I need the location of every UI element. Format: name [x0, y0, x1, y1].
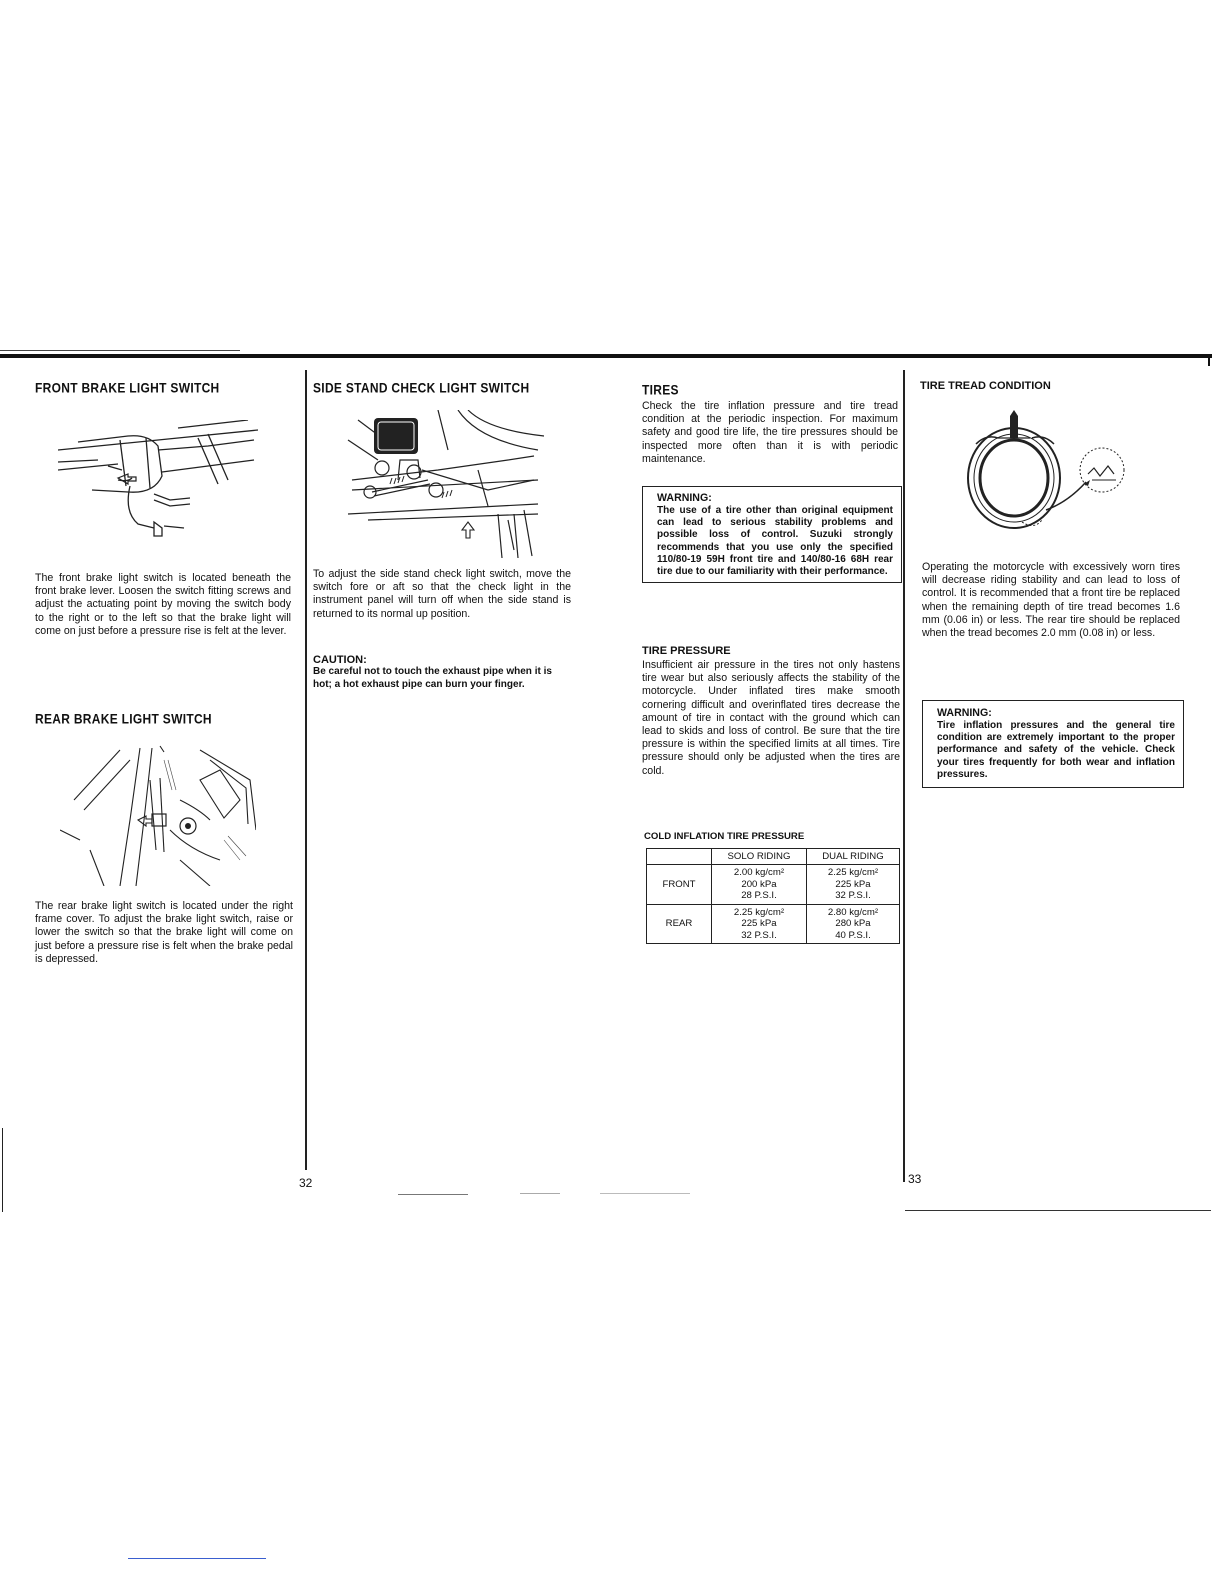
top-thin-rule: [0, 350, 240, 351]
table-row: [647, 904, 900, 944]
front-brake-section: [35, 380, 291, 394]
cell-line: 200 kPa: [741, 878, 777, 890]
row-label-rear: REAR: [647, 904, 712, 944]
tire-pressure-section: [642, 645, 900, 658]
cold-inflation-table: [646, 848, 900, 944]
blue-underline-mark: [128, 1558, 266, 1559]
tires-warning-title: WARNING:: [657, 492, 712, 504]
top-rule: [0, 354, 1212, 358]
tread-warning-box: [922, 700, 1184, 788]
column-divider-3: [903, 370, 905, 1182]
table-row: [647, 865, 900, 905]
tire-pressure-title: TIRE PRESSURE: [642, 645, 731, 657]
tire-tread-illustration: [962, 410, 1132, 540]
tread-title: TIRE TREAD CONDITION: [920, 380, 1051, 392]
row-label-front: FRONT: [647, 865, 712, 905]
table-header-cell: [647, 849, 712, 865]
scan-speck: [600, 1193, 690, 1194]
cell-line: 2.80 kg/cm²: [827, 906, 879, 918]
table-header-cell: DUAL RIDING: [806, 849, 899, 865]
rear-brake-title: REAR BRAKE LIGHT SWITCH: [35, 711, 212, 727]
cell-line: 40 P.S.I.: [835, 929, 871, 941]
tires-section: [642, 382, 900, 396]
table-cell: [712, 904, 807, 944]
cell-line: 225 kPa: [835, 878, 871, 890]
tires-body: Check the tire inflation pressure and tire tread condition at the periodic inspection. For maximum safety and good tire life, the tire pressures should be inspected more often than it is with periodic maintenance.: [642, 400, 898, 465]
column-divider-1: [305, 370, 307, 1170]
cell-line: 225 kPa: [741, 918, 777, 929]
front-brake-title: FRONT BRAKE LIGHT SWITCH: [35, 380, 220, 396]
bottom-rule: [905, 1210, 1211, 1211]
rear-brake-body: The rear brake light switch is located under the right frame cover. To adjust the brake light switch, raise or lower the switch so that the brake light will come on just before a pressure rise is felt when the brake pedal is depressed.: [35, 900, 293, 965]
cold-table-title: COLD INFLATION TIRE PRESSURE: [644, 831, 805, 842]
caution-title: CAUTION:: [313, 654, 367, 666]
side-stand-section: [313, 380, 571, 394]
tire-pressure-body: Insufficient air pressure in the tires not only hastens tire wear but also seriously affects the stability of the motorcycle. Under inflated tires make smooth cornering difficult and overinflated tires decrease the amount of tire in contact with the ground which can lead to skids and loss of control. Be sure that the tire pressure is within the specified limits at all times. Tire pressure should only be adjusted when the tires are cold.: [642, 659, 900, 777]
page-number-33: 33: [908, 1172, 922, 1186]
left-edge-mark: [2, 1128, 3, 1212]
right-edge-mark: [1208, 354, 1210, 366]
cell-line: 32 P.S.I.: [741, 929, 777, 941]
side-stand-body: To adjust the side stand check light switch, move the switch fore or aft so that the check light in the instrument panel will turn off when the side stand is returned to its normal up position.: [313, 568, 571, 620]
scan-speck: [398, 1194, 468, 1195]
rear-brake-section: [35, 711, 291, 725]
cell-line: 2.25 kg/cm²: [733, 906, 785, 918]
rear-brake-switch-illustration: [60, 740, 256, 886]
table-header-row: [647, 849, 900, 865]
caution-block: [313, 654, 573, 691]
cell-line: 2.25 kg/cm²: [827, 867, 879, 878]
caution-text: Be careful not to touch the exhaust pipe when it is hot; a hot exhaust pipe can burn your finger.: [313, 666, 552, 690]
table-cell: [806, 904, 899, 944]
table-header-cell: SOLO RIDING: [712, 849, 807, 865]
cell-line: 2.00 kg/cm²: [733, 867, 785, 878]
tires-warning-box: [642, 486, 902, 583]
cell-line: 28 P.S.I.: [741, 890, 777, 901]
cell-line: 32 P.S.I.: [835, 890, 871, 901]
tread-warning-text: Tire inflation pressures and the general tire condition are extremely important to the proper performance and safety of the vehicle. Check your tires frequently for both wear and inflation pressures.: [937, 720, 1175, 780]
front-brake-body: The front brake light switch is located beneath the front brake lever. Loosen the switch fitting screws and adjust the actuating point by moving the switch body to the right or to the left so that the brake light will come on just before a pressure rise is felt at the lever.: [35, 572, 291, 637]
tires-title: TIRES: [642, 382, 679, 398]
front-brake-switch-illustration: [58, 420, 258, 550]
side-stand-switch-illustration: [338, 410, 548, 560]
table-cell: [806, 865, 899, 905]
table-cell: [712, 865, 807, 905]
scan-speck: [520, 1193, 560, 1194]
cell-line: 280 kPa: [835, 918, 871, 929]
page-number-32: 32: [299, 1176, 313, 1190]
side-stand-title: SIDE STAND CHECK LIGHT SWITCH: [313, 380, 530, 396]
tread-warning-title: WARNING:: [937, 707, 992, 719]
tires-warning-text: The use of a tire other than original equipment can lead to serious stability problems and possible loss of control. Suzuki strongly recommends that you use only the specified 110/80-19 59H front tire and 140/80-16 68H rear tire due to our familiarity with their performance.: [657, 505, 893, 578]
tread-body: Operating the motorcycle with excessively worn tires will decrease riding stability and can lead to loss of control. It is recommended that a front tire be replaced when the remaining depth of tire tread becomes 1.6 mm (0.06 in) or less. The rear tire should be replaced when the tread becomes 2.0 mm (0.08 in) or less.: [922, 561, 1180, 640]
